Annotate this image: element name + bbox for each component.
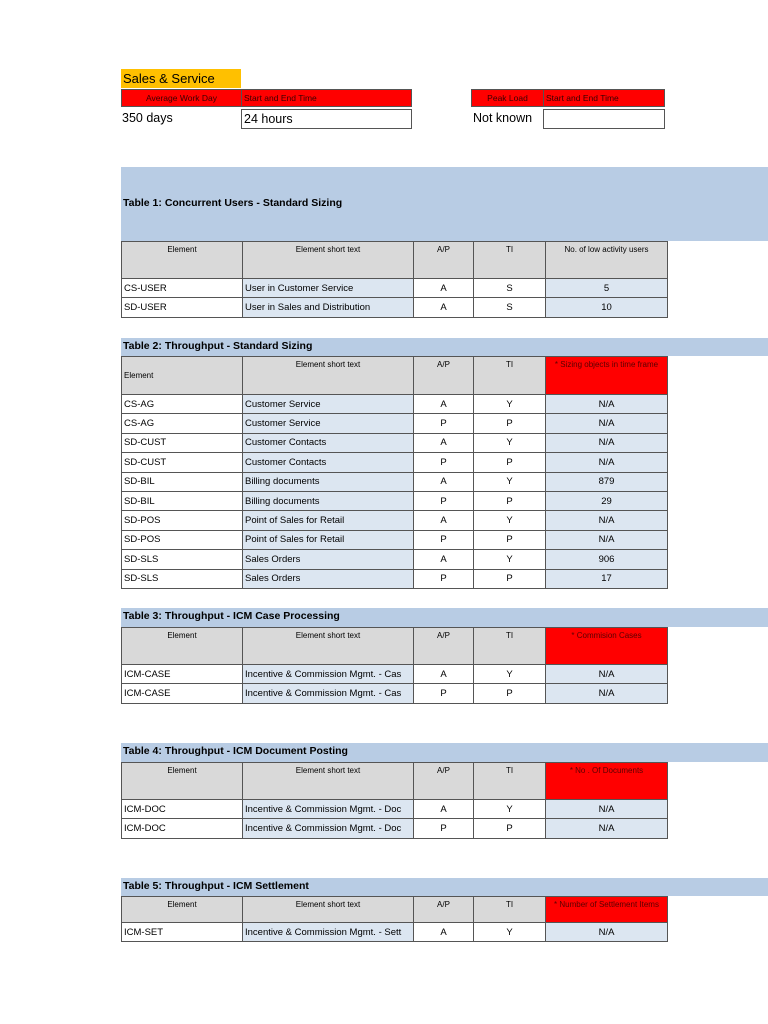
table4-band [121,743,768,762]
table-row [122,414,668,433]
cell-short-text[interactable]: Sales Orders [243,569,414,588]
cell-short-text[interactable]: Point of Sales for Retail [243,530,414,549]
table1-header-users: No. of low activity users [546,242,668,279]
cell-element[interactable]: ICM-DOC [122,800,243,819]
table-row [122,511,668,530]
table1-band [121,167,768,241]
table1-header-element: Element [122,242,243,279]
table1 [121,241,668,318]
cell-ap[interactable]: P [414,530,474,549]
cell-ap[interactable]: A [414,511,474,530]
table5 [121,896,668,942]
table-row [122,819,668,838]
cell-ti[interactable]: Y [474,800,546,819]
cell-ap[interactable]: A [414,550,474,569]
cell-ap[interactable]: P [414,684,474,703]
table2 [121,356,668,589]
cell-ti[interactable]: Y [474,433,546,452]
cell-ti[interactable]: Y [474,923,546,942]
table3-header-ap: A/P [414,628,474,665]
cell-element[interactable]: ICM-DOC [122,819,243,838]
table2-header-ti: TI [474,357,546,395]
table4-header-ti: TI [474,763,546,800]
cell-short-text[interactable]: Point of Sales for Retail [243,511,414,530]
peak-load-label: Peak Load [471,89,544,107]
table5-header-settlement-items: * Number of Settlement Items [546,897,668,923]
cell-element[interactable]: CS-AG [122,395,243,414]
cell-ap[interactable]: P [414,414,474,433]
avg-start-end-value[interactable]: 24 hours [241,109,412,129]
cell-short-text[interactable]: Customer Service [243,395,414,414]
cell-element[interactable]: SD-USER [122,298,243,317]
cell-ap[interactable]: A [414,472,474,491]
cell-value[interactable]: N/A [546,800,668,819]
table2-band [121,338,768,356]
table2-header-sizing-objects: * Sizing objects in time frame [546,357,668,395]
table4 [121,762,668,839]
table5-band [121,878,768,896]
cell-value[interactable]: 5 [546,279,668,298]
cell-ap[interactable]: A [414,298,474,317]
cell-value[interactable]: N/A [546,530,668,549]
cell-ti[interactable]: Y [474,511,546,530]
cell-ap[interactable]: P [414,819,474,838]
cell-short-text[interactable]: Customer Contacts [243,453,414,472]
cell-element[interactable]: SD-SLS [122,569,243,588]
table-row [122,550,668,569]
table5-header-element: Element [122,897,243,923]
cell-element[interactable]: ICM-CASE [122,665,243,684]
table3-header-ti: TI [474,628,546,665]
cell-value[interactable]: 29 [546,491,668,510]
cell-ap[interactable]: P [414,453,474,472]
cell-short-text[interactable]: Billing documents [243,472,414,491]
cell-short-text[interactable]: User in Sales and Distribution [243,298,414,317]
cell-value[interactable]: N/A [546,511,668,530]
table-row [122,298,668,317]
cell-element[interactable]: SD-SLS [122,550,243,569]
cell-element[interactable]: ICM-SET [122,923,243,942]
cell-ap[interactable]: A [414,665,474,684]
table-row [122,684,668,703]
table2-header-ap: A/P [414,357,474,395]
cell-short-text[interactable]: Customer Service [243,414,414,433]
table-row [122,665,668,684]
cell-short-text[interactable]: Customer Contacts [243,433,414,452]
table2-header-short-text: Element short text [243,357,414,395]
cell-ti[interactable]: P [474,530,546,549]
cell-value[interactable]: N/A [546,395,668,414]
table-row [122,923,668,942]
table4-header-element: Element [122,763,243,800]
avg-work-day-value: 350 days [122,111,173,125]
table1-header-short-text: Element short text [243,242,414,279]
cell-ap[interactable]: A [414,279,474,298]
table5-header-short-text: Element short text [243,897,414,923]
cell-ap[interactable]: A [414,923,474,942]
table3-band [121,608,768,627]
cell-ti[interactable]: Y [474,550,546,569]
table-row [122,569,668,588]
cell-ti[interactable]: Y [474,395,546,414]
cell-ap[interactable]: P [414,491,474,510]
avg-work-day-label: Average Work Day [121,89,242,107]
cell-ti[interactable]: S [474,298,546,317]
cell-short-text[interactable]: Incentive & Commission Mgmt. - Cas [243,684,414,703]
cell-short-text[interactable]: Billing documents [243,491,414,510]
cell-element[interactable]: CS-AG [122,414,243,433]
cell-value[interactable]: N/A [546,414,668,433]
cell-ti[interactable]: S [474,279,546,298]
cell-ti[interactable]: Y [474,472,546,491]
table-row [122,491,668,510]
cell-value[interactable]: N/A [546,433,668,452]
table1-header-ti: TI [474,242,546,279]
cell-short-text[interactable]: User in Customer Service [243,279,414,298]
cell-value[interactable]: N/A [546,684,668,703]
cell-ti[interactable]: P [474,491,546,510]
table2-header-element: Element [122,357,243,395]
peak-load-value: Not known [473,111,533,125]
table4-header-short-text: Element short text [243,763,414,800]
cell-ti[interactable]: P [474,819,546,838]
cell-short-text[interactable]: Sales Orders [243,550,414,569]
table-row [122,800,668,819]
table-row [122,433,668,452]
cell-ap[interactable]: P [414,569,474,588]
sheet-title: Sales & Service [121,69,241,88]
table-row [122,395,668,414]
table3-title: Table 3: Throughput - ICM Case Processing [123,610,340,622]
cell-short-text[interactable]: Incentive & Commission Mgmt. - Doc [243,819,414,838]
cell-value[interactable]: 906 [546,550,668,569]
peak-start-end-label: Start and End Time [543,89,665,107]
table1-title: Table 1: Concurrent Users - Standard Sizing [123,197,343,209]
cell-short-text[interactable]: Incentive & Commission Mgmt. - Doc [243,800,414,819]
table-row [122,530,668,549]
cell-ti[interactable]: P [474,569,546,588]
table3-header-commision-cases: * Commision Cases [546,628,668,665]
cell-value[interactable]: 10 [546,298,668,317]
cell-element[interactable]: SD-BIL [122,472,243,491]
cell-element[interactable]: CS-USER [122,279,243,298]
cell-ti[interactable]: Y [474,665,546,684]
table5-title: Table 5: Throughput - ICM Settlement [123,880,309,892]
table3-header-short-text: Element short text [243,628,414,665]
table4-header-no-of-documents: * No . Of Documents [546,763,668,800]
cell-element[interactable]: SD-CUST [122,433,243,452]
table5-header-ap: A/P [414,897,474,923]
table4-header-ap: A/P [414,763,474,800]
cell-element[interactable]: ICM-CASE [122,684,243,703]
table-row [122,453,668,472]
cell-value[interactable]: N/A [546,819,668,838]
table-row [122,472,668,491]
table3-header-element: Element [122,628,243,665]
cell-ti[interactable]: P [474,453,546,472]
cell-value[interactable]: 17 [546,569,668,588]
cell-short-text[interactable]: Incentive & Commission Mgmt. - Cas [243,665,414,684]
peak-start-end-value[interactable] [543,109,665,129]
cell-short-text[interactable]: Incentive & Commission Mgmt. - Sett [243,923,414,942]
cell-ti[interactable]: P [474,684,546,703]
cell-element[interactable]: SD-BIL [122,491,243,510]
cell-value[interactable]: N/A [546,665,668,684]
cell-value[interactable]: N/A [546,923,668,942]
cell-element[interactable]: SD-POS [122,511,243,530]
cell-value[interactable]: 879 [546,472,668,491]
table4-title: Table 4: Throughput - ICM Document Posting [123,745,348,757]
table2-title: Table 2: Throughput - Standard Sizing [123,340,313,352]
cell-element[interactable]: SD-CUST [122,453,243,472]
cell-element[interactable]: SD-POS [122,530,243,549]
avg-start-end-label: Start and End Time [241,89,412,107]
cell-ap[interactable]: A [414,395,474,414]
cell-ap[interactable]: A [414,433,474,452]
cell-ap[interactable]: A [414,800,474,819]
table3 [121,627,668,704]
table5-header-ti: TI [474,897,546,923]
table-row [122,279,668,298]
table1-header-ap: A/P [414,242,474,279]
cell-value[interactable]: N/A [546,453,668,472]
cell-ti[interactable]: P [474,414,546,433]
